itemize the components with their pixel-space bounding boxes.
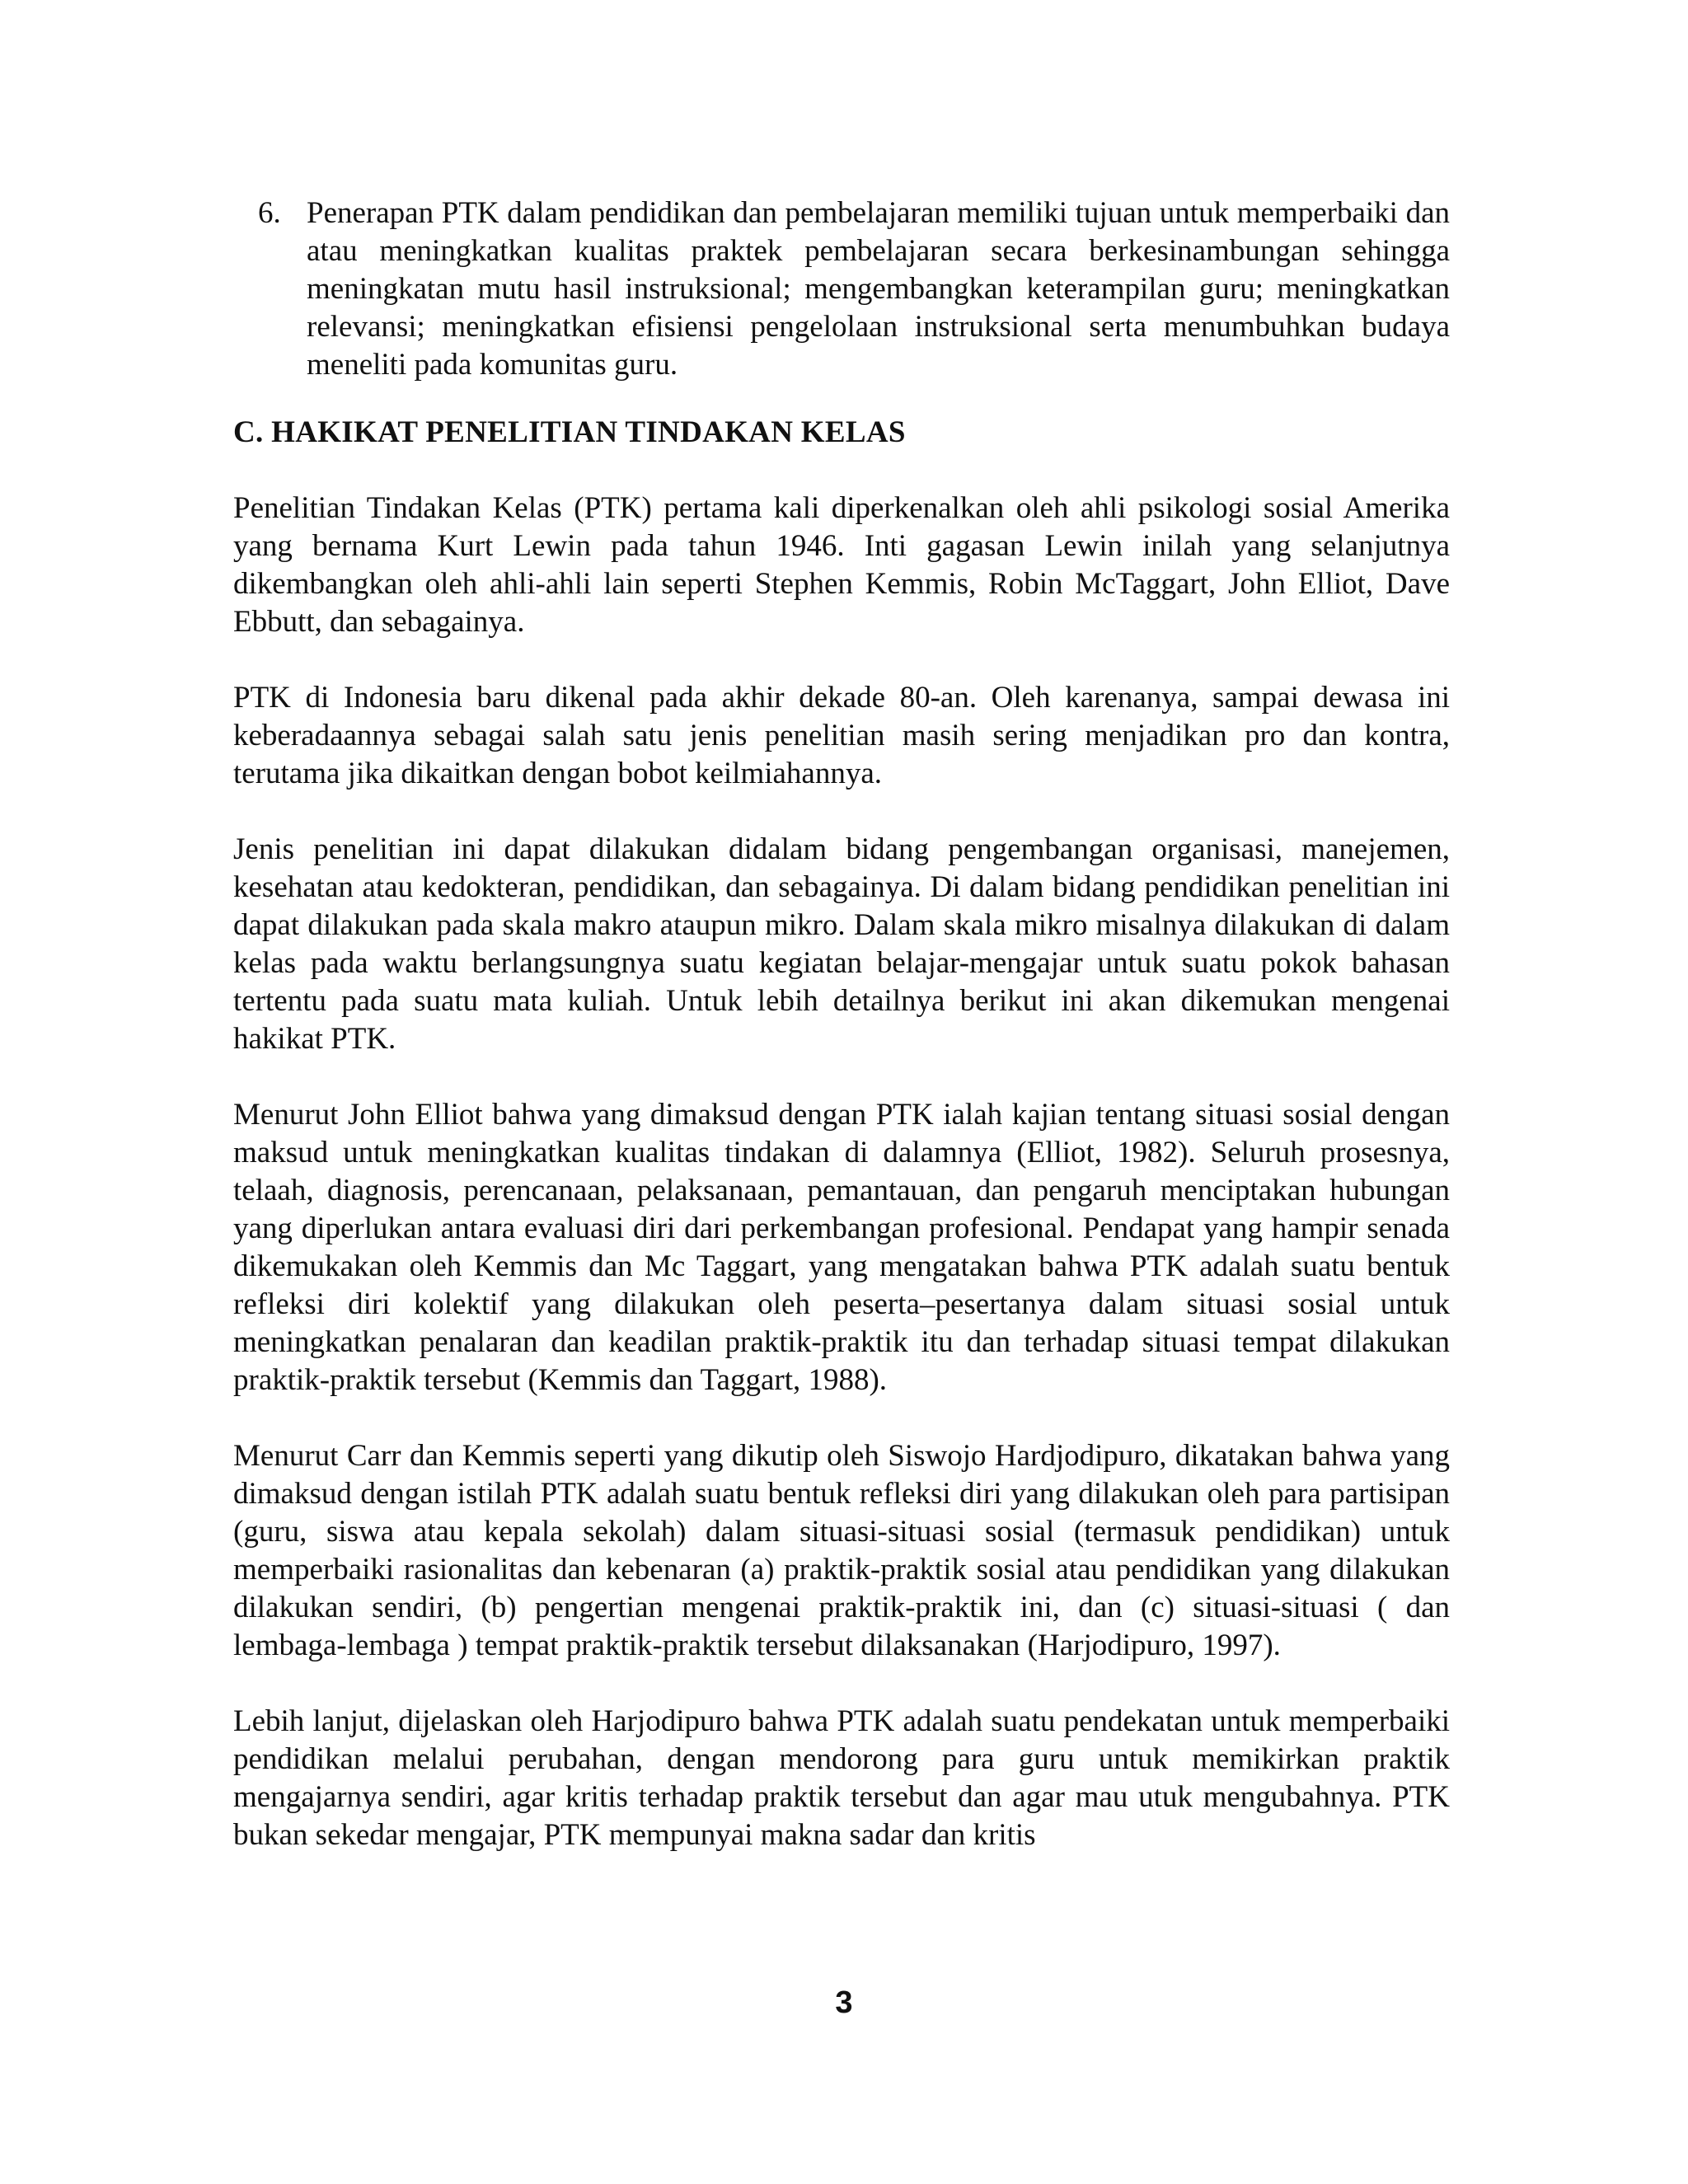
paragraph-2: PTK di Indonesia baru dikenal pada akhir dekade 80-an. Oleh karenanya, sampai dewasa ini keberadaannya sebagai salah satu jenis penelitian masih sering menjadikan pro dan kontra, terutama jika dikaitkan dengan bobot keilmiahannya. [233, 681, 1450, 790]
list-item-text: Penerapan PTK dalam pendidikan dan pembelajaran memiliki tujuan untuk memperbaiki dan atau meningkatkan kualitas praktek pembelajaran secara berkesinambungan sehingga meningkatan mutu hasil instruksional; mengembangkan keterampilan guru; meningkatkan relevansi; meningkatkan efisiensi pengelolaan instruksional serta menumbuhkan budaya meneliti pada komunitas guru. [307, 196, 1450, 382]
document-page [233, 194, 1450, 1854]
paragraph-3: Jenis penelitian ini dapat dilakukan didalam bidang pengembangan organisasi, manejemen, kesehatan atau kedokteran, pendidikan, dan sebagainya. Di dalam bidang pendidikan penelitian ini dapat dilakukan pada skala makro ataupun mikro. Dalam skala mikro misalnya dilakukan di dalam kelas pada waktu berlangsungnya suatu kegiatan belajar-mengajar untuk suatu pokok bahasan tertentu pada suatu mata kuliah. Untuk lebih detailnya berikut ini akan dikemukan mengenai hakikat PTK. [233, 832, 1450, 1056]
list-item-6 [233, 194, 1450, 384]
list-item-number: 6. [258, 196, 281, 230]
paragraph-1: Penelitian Tindakan Kelas (PTK) pertama kali diperkenalkan oleh ahli psikologi sosial Amerika yang bernama Kurt Lewin pada tahun 1946. Inti gagasan Lewin inilah yang selanjutnya dikembangkan oleh ahli-ahli lain seperti Stephen Kemmis, Robin McTaggart, John Elliot, Dave Ebbutt, dan sebagainya. [233, 491, 1450, 639]
paragraph-6: Lebih lanjut, dijelaskan oleh Harjodipuro bahwa PTK adalah suatu pendekatan untuk memperbaiki pendidikan melalui perubahan, dengan mendorong para guru untuk memikirkan praktik mengajarnya sendiri, agar kritis terhadap praktik tersebut dan agar mau utuk mengubahnya. PTK bukan sekedar mengajar, PTK mempunyai makna sadar dan kritis [233, 1704, 1450, 1852]
paragraph-4: Menurut John Elliot bahwa yang dimaksud dengan PTK ialah kajian tentang situasi sosial dengan maksud untuk meningkatkan kualitas tindakan di dalamnya (Elliot, 1982). Seluruh prosesnya, telaah, diagnosis, perencanaan, pelaksanaan, pemantauan, dan pengaruh menciptakan hubungan yang diperlukan antara evaluasi diri dari perkembangan profesional. Pendapat yang hampir senada dikemukakan oleh Kemmis dan Mc Taggart, yang mengatakan bahwa PTK adalah suatu bentuk refleksi diri kolektif yang dilakukan oleh peserta–pesertanya dalam situasi sosial untuk meningkatkan penalaran dan keadilan praktik-praktik itu dan terhadap situasi tempat dilakukan praktik-praktik tersebut (Kemmis dan Taggart, 1988). [233, 1098, 1450, 1397]
page-number: 3 [835, 1985, 853, 2020]
section-heading: C. HAKIKAT PENELITIAN TINDAKAN KELAS [233, 415, 906, 449]
paragraph-5: Menurut Carr dan Kemmis seperti yang dikutip oleh Siswojo Hardjodipuro, dikatakan bahwa yang dimaksud dengan istilah PTK adalah suatu bentuk refleksi diri yang dilakukan oleh para partisipan (guru, siswa atau kepala sekolah) dalam situasi-situasi sosial (termasuk pendidikan) untuk memperbaiki rasionalitas dan kebenaran (a) praktik-praktik sosial atau pendidikan yang dilakukan dilakukan sendiri, (b) pengertian mengenai praktik-praktik ini, dan (c) situasi-situasi ( dan lembaga-lembaga ) tempat praktik-praktik tersebut dilaksanakan (Harjodipuro, 1997). [233, 1439, 1450, 1662]
